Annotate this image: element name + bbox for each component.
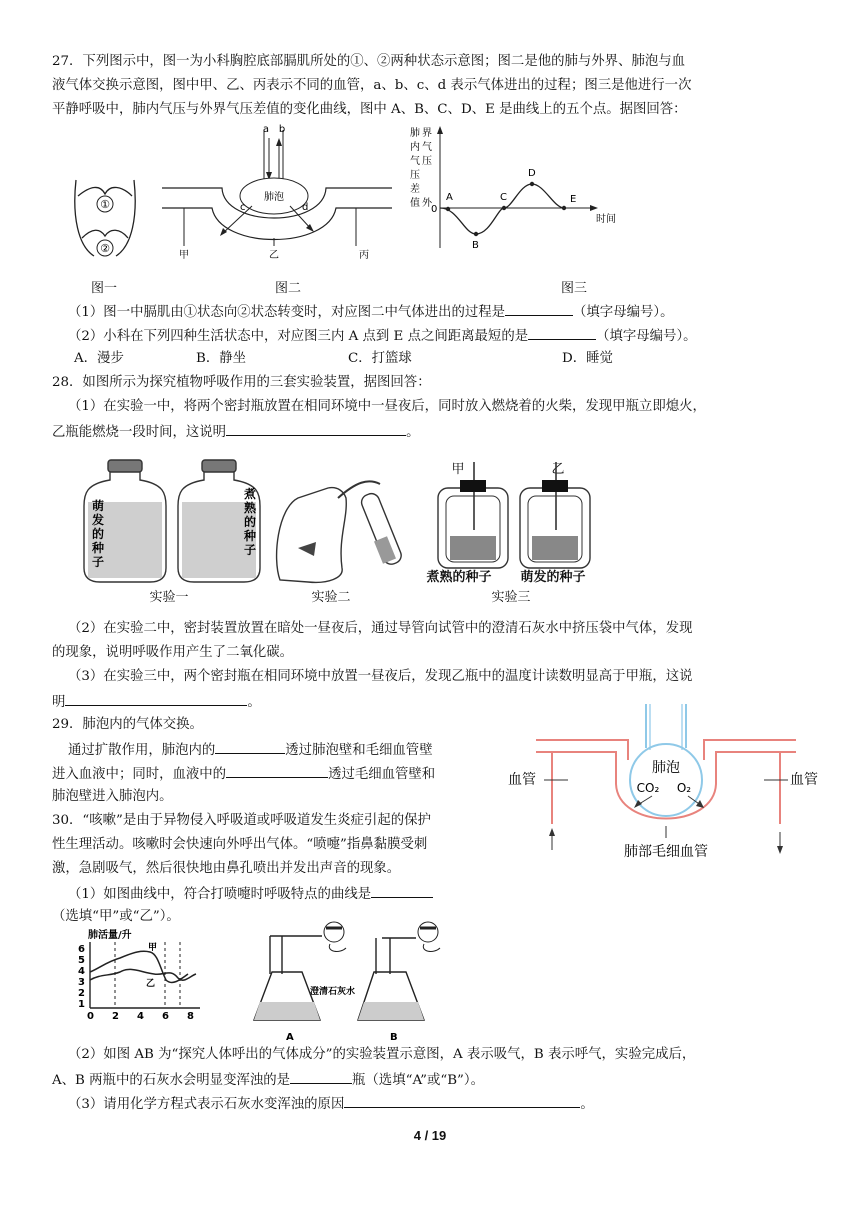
q29-fig-vessel-right: 血管 (790, 772, 818, 788)
exp3-label-jia: 甲 (451, 462, 465, 477)
fig3-point-A: A (446, 192, 453, 203)
q29-line2-text: 进入血液中；同时，血液中的 (52, 767, 227, 782)
q30-sub3-text: （3）请用化学方程式表示石灰水变浑浊的原因 (68, 1097, 345, 1112)
q30-sub2-line2 (52, 1069, 484, 1091)
q29-line2-tail: 透过毛细血管壁和 (328, 767, 436, 782)
q27-option-b: B．静坐 (196, 351, 247, 366)
q27-line3: 平静呼吸中，肺内气压与外界气压差值的变化曲线，图中 A、B、C、D、E 是曲线上的五个点。据图回答： (52, 102, 687, 117)
q27-sub2-blank[interactable] (528, 325, 596, 340)
fig2-label-b: b (278, 124, 286, 135)
q27-option-a: A．漫步 (74, 351, 124, 366)
graph-xtick: 2 (112, 1011, 119, 1020)
fig3-ylabel-char: 差 (410, 184, 420, 195)
q30-sub3-tail: 。 (580, 1097, 594, 1112)
experiment3-caption: 实验三 (491, 590, 531, 605)
q29-line1 (68, 739, 433, 761)
flask-a-label: A (286, 1032, 294, 1043)
graph-ytick: 6 (78, 944, 85, 955)
graph-xticks (87, 1011, 194, 1020)
graph-curve-jia: 甲 (148, 943, 158, 953)
fig3-ylabel-char: 压 (410, 170, 420, 181)
q30-sub2-tail: 瓶（选填“A”或“B”）。 (352, 1073, 484, 1088)
fig3-time-label: 时间 (596, 214, 616, 225)
fig3-ylabel-char: 值 (410, 198, 420, 209)
exp3-boiled-label: 煮熟的种子 (426, 570, 492, 585)
q30-sub1-blank[interactable] (371, 883, 433, 898)
fig3-point-C: C (500, 192, 507, 203)
q30-sub2-text: A、B 两瓶中的石灰水会明显变浑浊的是 (52, 1073, 291, 1088)
q30-sub2-line1: （2）如图 AB 为“探究人体呼出的气体成分”的实验装置示意图，A 表示吸气，B 表示呼气，实验完成后， (68, 1047, 696, 1062)
q29-title: 29．肺泡内的气体交换。 (52, 717, 203, 732)
q27-option-c: C．打篮球 (348, 351, 412, 366)
fig2-label-a: a (262, 124, 270, 135)
jar-label-char: 种 (244, 529, 257, 543)
jar-label-char: 发 (92, 513, 105, 527)
fig2-alveolus: 肺泡 (264, 192, 284, 203)
figure3-pressure-curve (404, 124, 634, 254)
fig3-zero: 0 (431, 204, 438, 215)
exp3-label-yi: 乙 (551, 462, 565, 477)
q27-sub1-text: （1）图一中膈肌由①状态向②状态转变时，对应图二中气体进出的过程是 (68, 305, 506, 320)
q30-sub3-blank[interactable] (344, 1093, 580, 1108)
fig3-ylabel-char: 界 (422, 128, 432, 139)
q29-line1-tail: 透过肺泡壁和毛细血管壁 (285, 743, 433, 758)
q29-line3: 肺泡壁进入肺泡内。 (52, 789, 173, 804)
q28-sub3-text: 明 (52, 695, 66, 710)
graph-xtick: 4 (137, 1011, 144, 1020)
q29-fig-alveolus: 肺泡 (652, 760, 680, 776)
fig2-vessel-bing: 丙 (359, 250, 369, 261)
jar-left-label (91, 498, 104, 569)
q28-sub1-line1: （1）在实验一中，将两个密封瓶放置在相同环境中一昼夜后，同时放入燃烧着的火柴，发现甲瓶立即熄火， (68, 399, 706, 414)
jar-label-char: 煮 (244, 487, 257, 501)
fig2-vessel-yi: 乙 (269, 250, 279, 261)
jar-label-char: 子 (244, 543, 257, 557)
fig3-caption: 图三 (560, 281, 587, 296)
fig3-point-E: E (570, 194, 577, 205)
graph-yticks (78, 944, 85, 1010)
graph-ylabel: 肺活量/升 (88, 930, 132, 941)
fig3-ylabel-char: 气 (410, 156, 420, 167)
jar-right-label (243, 486, 257, 557)
q27-sub2 (68, 325, 697, 347)
fig3-ylabel (410, 126, 433, 209)
graph-curve-yi: 乙 (146, 979, 156, 989)
q27-sub1-blank[interactable] (505, 301, 573, 316)
fig3-ylabel-char: 内 (410, 142, 420, 153)
q27-line1: 27．下列图示中，图一为小科胸腔底部膈肌所处的①、②两种状态示意图；图二是他的肺与外界、肺泡与血 (52, 54, 686, 69)
q28-title: 28．如图所示为探究植物呼吸作用的三套实验装置，据图回答： (52, 375, 431, 390)
q27-sub2-text: （2）小科在下列四种生活状态中，对应图三内 A 点到 E 点之间距离最短的是 (68, 329, 529, 344)
experiment2-caption: 实验二 (311, 590, 351, 605)
graph-xtick: 0 (87, 1011, 94, 1020)
q28-sub2-line2: 的现象，说明呼吸作用产生了二氧化碳。 (52, 645, 294, 660)
q29-line2 (52, 763, 435, 785)
jar-label-char: 萌 (92, 499, 105, 513)
q29-blank2[interactable] (226, 763, 328, 778)
q30-line2: 性生理活动。咳嗽时会快速向外呼出气体。“喷嚏”指鼻黏膜受刺 (52, 837, 428, 852)
q27-sub1-tail: （填字母编号）。 (573, 305, 674, 320)
graph-ytick: 2 (78, 988, 85, 999)
fig2-label-d: d (302, 202, 309, 213)
q30-sub2-blank[interactable] (290, 1069, 352, 1084)
graph-ytick: 3 (78, 977, 85, 988)
q30-sub1-line1 (68, 883, 433, 905)
experiment3-thermos (436, 460, 606, 570)
page-number: 4 / 19 (413, 1128, 447, 1143)
fig2-label-c: c (240, 202, 246, 213)
jar-label-char: 子 (92, 555, 105, 569)
q30-line3: 激，急剧吸气，然后很快地由鼻孔喷出并发出声音的现象。 (52, 861, 401, 876)
experiment2-bag-tube (268, 468, 418, 588)
limewater-label: 澄清石灰水 (310, 987, 356, 997)
q28-sub1-text: 乙瓶能燃烧一段时间，这说明 (52, 425, 227, 440)
q29-line1-text: 通过扩散作用，肺泡内的 (68, 743, 216, 758)
q29-blank1[interactable] (215, 739, 285, 754)
fig3-ylabel-char: 气 (422, 142, 432, 153)
q29-fig-co2: CO₂ (636, 781, 660, 795)
figure1-diaphragm (70, 176, 140, 260)
q27-option-d: D．睡觉 (562, 351, 613, 366)
q29-fig-o2: O₂ (676, 781, 692, 795)
experiment1-jars (80, 458, 280, 586)
graph-xtick: 8 (187, 1011, 194, 1020)
q28-sub1-blank[interactable] (226, 421, 406, 436)
fig3-point-D: D (528, 168, 536, 179)
q29-fig-capillary: 肺部毛细血管 (624, 844, 708, 860)
q27-sub2-tail: （填字母编号）。 (596, 329, 697, 344)
exp3-sprouted-label: 萌发的种子 (520, 570, 586, 585)
q30-sub1-line2: （选填“甲”或“乙”）。 (52, 909, 180, 924)
q27-line2: 液气体交换示意图，图中甲、乙、丙表示不同的血管，a、b、c、d 表示气体进出的过程；图三是他进行一次 (52, 78, 692, 93)
graph-ytick: 5 (78, 955, 85, 966)
jar-label-char: 的 (92, 527, 105, 541)
experiment1-caption: 实验一 (149, 590, 189, 605)
fig1-state1: ① (100, 198, 110, 211)
q27-sub1 (68, 301, 673, 323)
graph-xtick: 6 (162, 1011, 169, 1020)
fig3-ylabel-char: 压 (422, 156, 432, 167)
fig1-caption: 图一 (90, 281, 117, 296)
q28-sub3-tail: 。 (247, 695, 261, 710)
q28-sub3-line1: （3）在实验三中，两个密封瓶在相同环境中放置一昼夜后，发现乙瓶中的温度计读数明显高于甲瓶，这说 (68, 669, 693, 684)
fig3-point-B: B (472, 240, 479, 251)
q29-fig-vessel-left: 血管 (508, 772, 536, 788)
q30-lung-capacity-graph (70, 928, 210, 1020)
fig3-ylabel-char: 肺 (410, 128, 420, 139)
graph-ytick: 4 (78, 966, 85, 977)
q30-sub1-text: （1）如图曲线中，符合打喷嚏时呼吸特点的曲线是 (68, 887, 372, 902)
q30-sub3 (68, 1093, 594, 1115)
jar-label-char: 的 (244, 515, 257, 529)
graph-ytick: 1 (78, 999, 85, 1010)
q28-sub1-tail: 。 (406, 425, 420, 440)
q29-alveolus-capillary-figure (508, 700, 818, 868)
q28-sub3-blank[interactable] (65, 691, 247, 706)
fig3-ylabel-char: 外 (422, 198, 432, 209)
jar-label-char: 种 (92, 541, 105, 555)
q28-sub1-line2 (52, 421, 419, 443)
q30-flask-setup (250, 916, 470, 1044)
figure2-gas-exchange (160, 118, 400, 268)
jar-label-char: 熟 (244, 501, 257, 515)
q28-sub2-line1: （2）在实验二中，密封装置放置在暗处一昼夜后，通过导管向试管中的澄清石灰水中挤压袋中气体，发现 (68, 621, 693, 636)
q30-line1: 30．“咳嗽”是由于异物侵入呼吸道或呼吸道发生炎症引起的保护 (52, 813, 431, 828)
flask-b-label: B (390, 1032, 398, 1043)
fig2-vessel-jia: 甲 (179, 250, 189, 261)
fig1-state2: ② (100, 242, 110, 255)
q28-sub3-line2 (52, 691, 261, 713)
fig2-caption: 图二 (274, 281, 301, 296)
